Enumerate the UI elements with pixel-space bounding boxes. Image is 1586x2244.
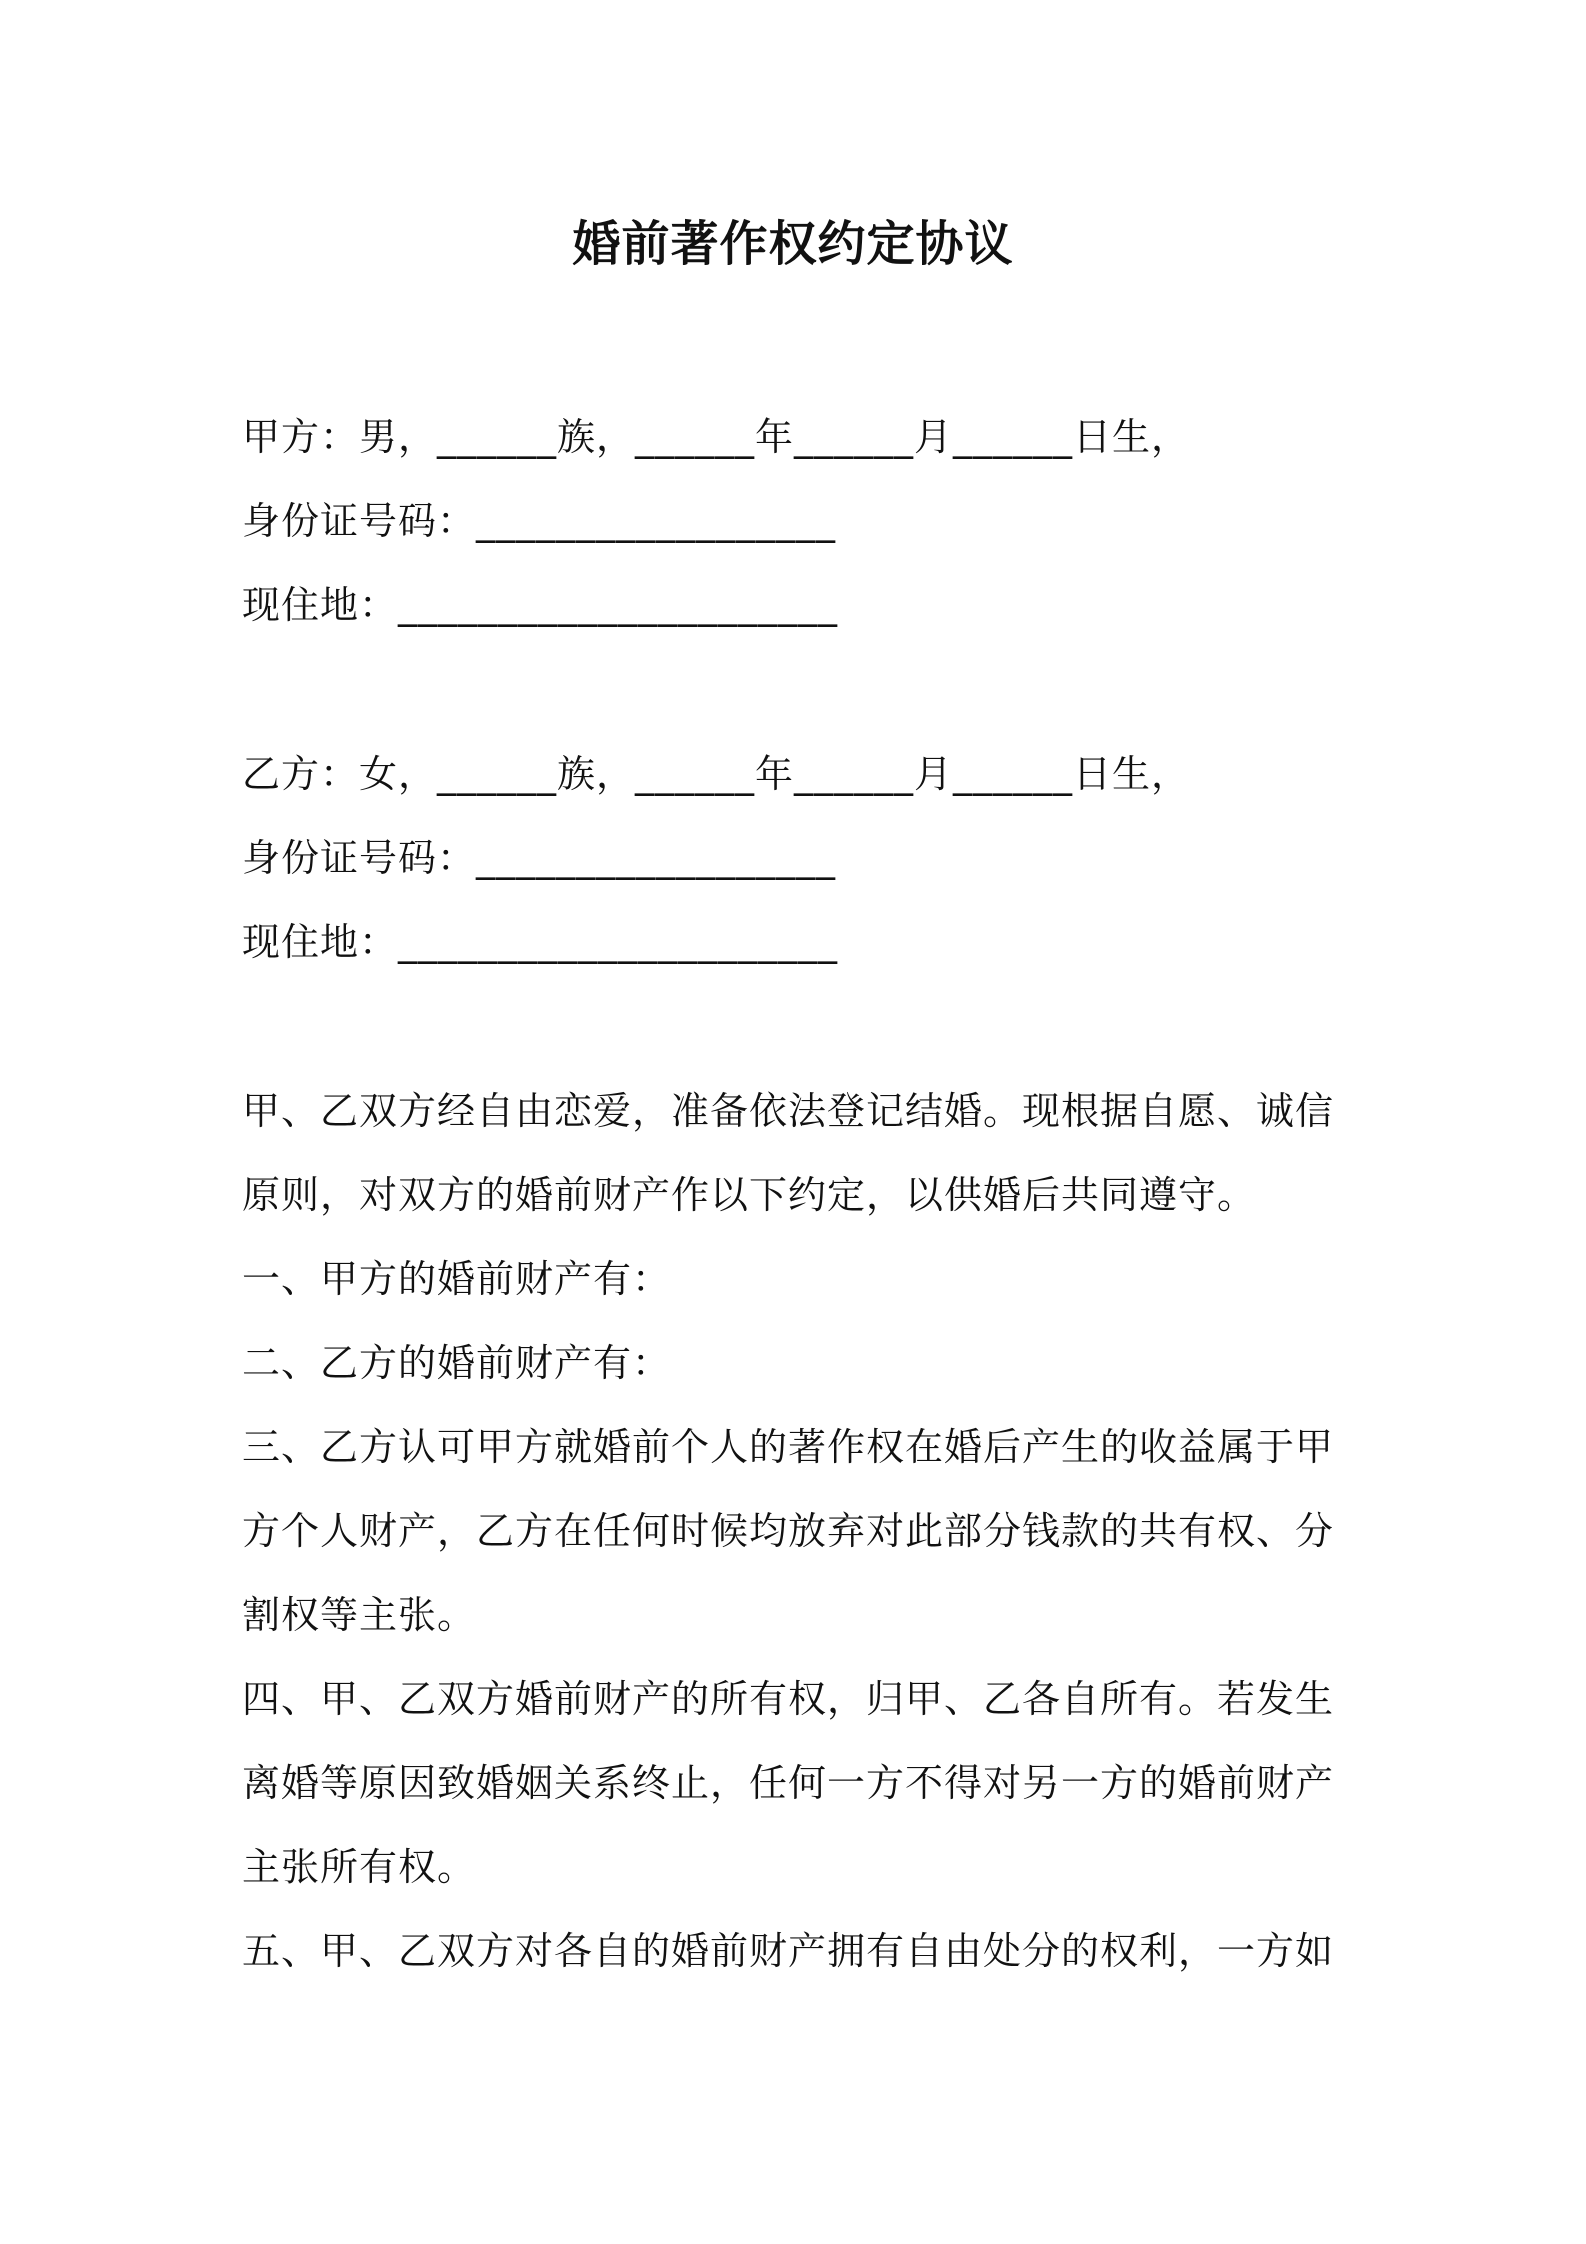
clause-4-line: 四、甲、乙双方婚前财产的所有权，归甲、乙各自所有。若发生 — [242, 1677, 1335, 1721]
body-line: 原则，对双方的婚前财产作以下约定，以供婚后共同遵守。 — [242, 1173, 1257, 1217]
clause-3-line: 三、乙方认可甲方就婚前个人的著作权在婚后产生的收益属于甲 — [242, 1425, 1335, 1469]
clause-4-line: 离婚等原因致婚姻关系终止，任何一方不得对另一方的婚前财产 — [242, 1761, 1335, 1805]
body-line: 甲、乙双方经自由恋爱，准备依法登记结婚。现根据自愿、诚信 — [242, 1089, 1335, 1133]
party-b-id-line: 身份证号码：__________________ — [242, 836, 837, 880]
clause-4-line: 主张所有权。 — [242, 1845, 477, 1889]
party-a-address-line: 现住地：______________________ — [242, 583, 839, 627]
clause-2-heading: 二、乙方的婚前财产有： — [242, 1341, 672, 1385]
party-a-birth-line: 甲方：男，______族，______年______月______日生， — [242, 415, 1191, 459]
party-a-id-line: 身份证号码：__________________ — [242, 499, 837, 543]
clause-5-line: 五、甲、乙双方对各自的婚前财产拥有自由处分的权利，一方如 — [242, 1929, 1335, 1973]
party-b-birth-line: 乙方：女，______族，______年______月______日生， — [242, 752, 1191, 796]
document-title: 婚前著作权约定协议 — [572, 216, 1014, 272]
clause-3-line: 割权等主张。 — [242, 1593, 477, 1637]
party-b-address-line: 现住地：______________________ — [242, 920, 839, 964]
clause-1-heading: 一、甲方的婚前财产有： — [242, 1257, 672, 1301]
clause-3-line: 方个人财产，乙方在任何时候均放弃对此部分钱款的共有权、分 — [242, 1509, 1335, 1553]
